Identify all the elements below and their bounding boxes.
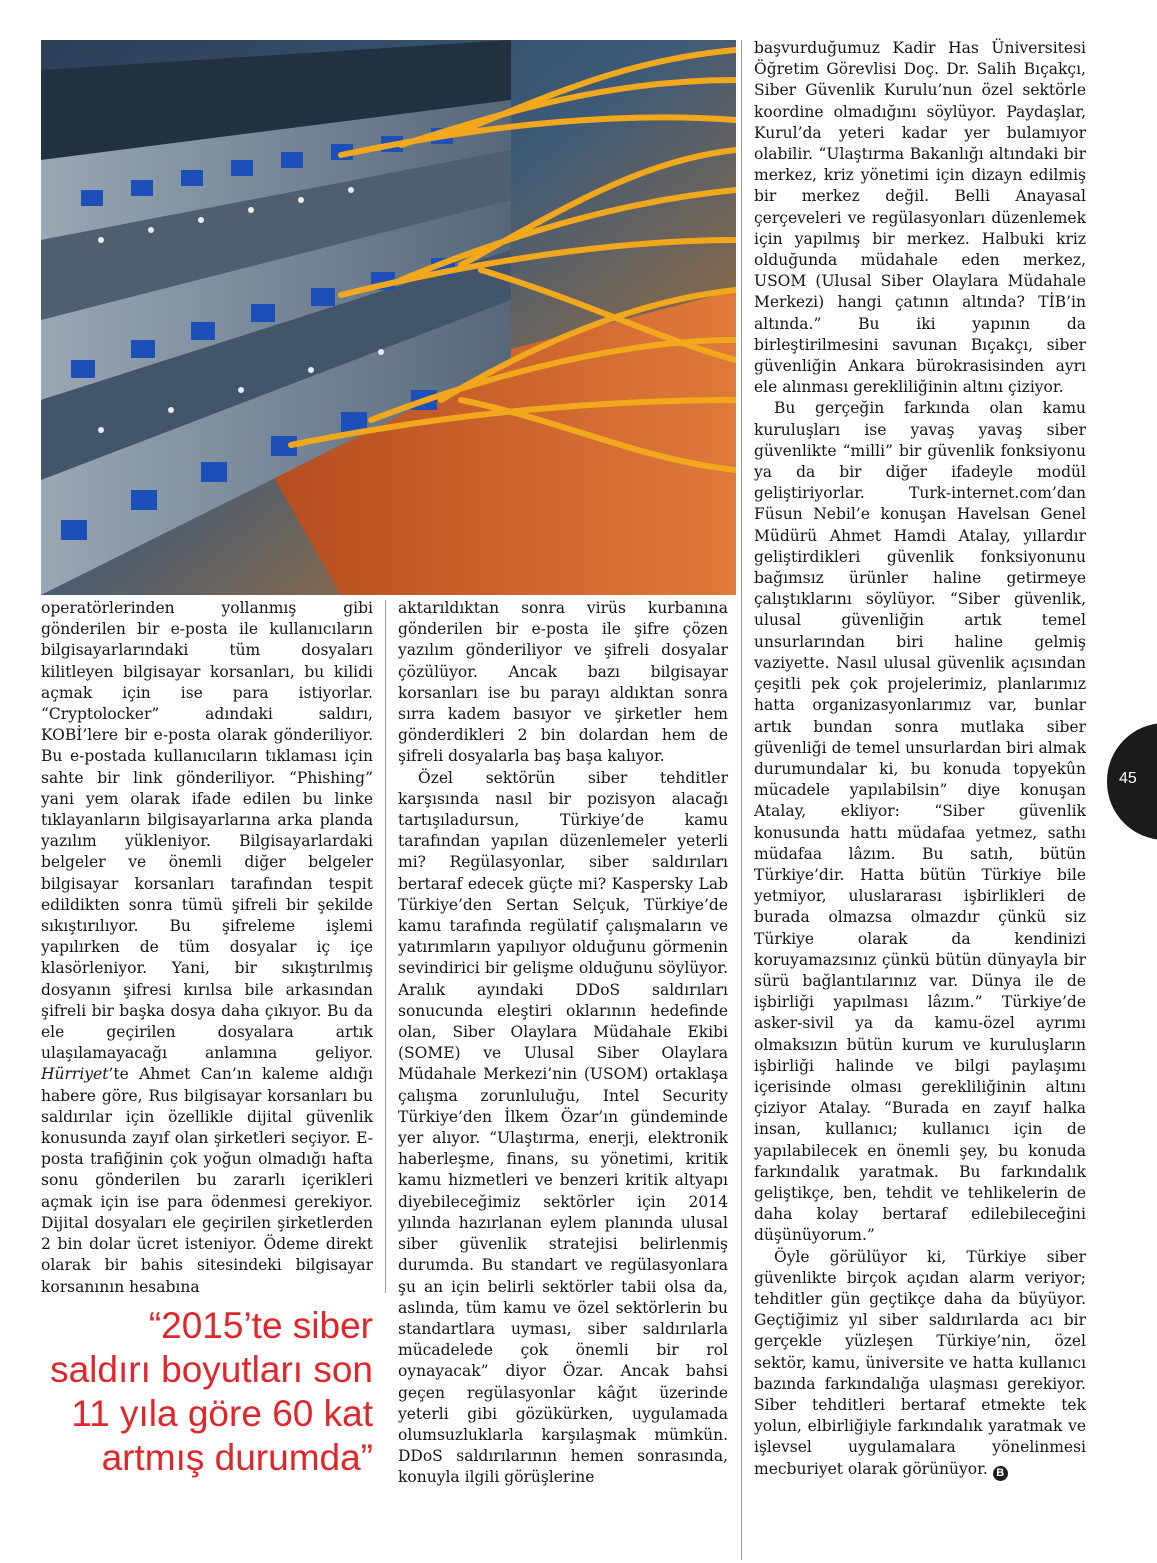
article-column-2 bbox=[398, 598, 728, 1489]
column2-paragraph-2: Özel sektörün siber tehditler karşısında nasıl bir pozisyon alacağı tartışıladursun, Türkiye’de kamu tarafından yapılan düzenlemeler yeterli mi? Regülasyonlar, siber saldırıları bertaraf edecek güçte mi? Kaspersky Lab Türkiye’den Sertan Selçuk, Türkiye’de kamu tarafında regülatif çalışmaların ve yatırımların yapılıyor olduğunu görmenin sevindirici bir gelişme olduğunu söylüyor. Aralık ayındaki DDoS saldırıları sonucunda eleştiri oklarının hedefinde olan, Siber Olaylara Müdahale Ekibi (SOME) ve Ulusal Siber Olaylara Müdahale Merkezi’nin (USOM) ortaklaşa çalışma zorunluluğu, Intel Security Türkiye’den İlkem Özar’ın gündeminde yer alıyor. “Ulaştırma, enerji, elektronik haberleşme, finans, su yönetimi, kritik kamu hizmetleri ve benzeri kritik altyapı diyebileceğimiz sektörler için 2014 yılında hazırlanan eylem planında ulusal siber güvenlik stratejisi belirlenmiş durumda. Bu standart ve regülasyonlara şu an için belirli sektörler tabii olsa da, aslında, tüm kamu ve özel sektörlerin bu standartlara uyması, siber saldırılarla mücadelede çok önemli bir rol oynayacak” diyor Özar. Ancak bahsi geçen regülasyonlar kâğıt üzerinde yeterli gibi gözükürken, uygulamada olumsuzluklarla karşılaşmak mümkün. DDoS saldırılarının hemen sonrasında, konuyla ilgili görüşlerine bbox=[398, 768, 728, 1487]
end-mark-icon: B bbox=[993, 1466, 1008, 1481]
network-switch-cables-icon bbox=[41, 40, 736, 595]
pull-quote: “2015’te siber saldırı boyutları son 11 yıla göre 60 kat artmış durumda” bbox=[50, 1305, 373, 1478]
column1-paragraph-1: operatörlerinden yollanmış gibi gönderilen bir e-posta ile kullanıcıların bilgisayarlarındaki tüm dosyaları kilitleyen bilgisayar korsanları, bu kilidi açmak için ise para istiyorlar. “Cryptolocker” adındaki saldırı, KOBİ’lere bir e-posta olarak gönderiliyor. Bu e-postada kullanıcıların tıklaması için sahte bir link gönderiliyor. “Phishing” yani yem olarak ifade edilen bu linke tıklayanların bilgisayarlarına arka planda yazılım yükleniyor. Bilgisayarlardaki belgeler ve önemli diğer belgeler bilgisayar korsanları tarafından tespit edildikten sonra tümü şifreli bir şekilde sıkıştırılıyor. Bu şifreleme işlemi yapılırken de tüm dosyalar iç içe klasörleniyor. Yani, bir sıkıştırılmış dosyanın şifresi kırılsa bile arkasından şifreli bir başka dosya daha çıkıyor. Bu da ele geçirilen dosyalara artık ulaşılamayacağı anlamına geliyor. Hürriyet’te Ahmet Can’ın kaleme aldığı habere göre, Rus bilgisayar korsanları bu saldırılar için özellikle dijital güvenlik konusunda zayıf olan şirketleri seçiyor. E-posta trafiğinin çok yoğun olmadığı hafta sonu gönderilen bu zararlı içerikleri açmak için ise para ödenmesi gerekiyor. Dijital dosyaları ele geçirilen şirketlerden 2 bin dolar ücret isteniyor. Ödeme direkt olarak bir bahis sitesindeki bilgisayar korsanının hesabına bbox=[41, 599, 373, 1296]
network-switch-photo bbox=[41, 40, 736, 595]
page-number: 45 bbox=[1119, 770, 1137, 787]
column-divider-2 bbox=[741, 40, 742, 1560]
column3-paragraph-3: Öyle görülüyor ki, Türkiye siber güvenlikte birçok açıdan alarm veriyor; tehditler gün geçtikçe daha da büyüyor. Geçtiğimiz yıl siber saldırılarda acı bir gerçekle yüzleşen Türkiye’nin, özel sektör, kamu, üniversite ve hatta kullanıcı bazında farkındalığa ulaşması gerekiyor. Siber tehditleri bertaraf etmekte tek yolun, elbirliğiyle farkındalık yaratmak ve işlevsel uygulamalara yönelinmesi mecburiyet olarak görünüyor. B bbox=[754, 1247, 1086, 1479]
column-divider-1 bbox=[385, 600, 386, 1293]
column3-paragraph-2: Bu gerçeğin farkında olan kamu kuruluşları ise yavaş yavaş siber güvenlikte “milli” bir güvenlik fonksiyonu ya da bir diğer ifadeyle modül geliştiriyorlar. Turk-internet.com’dan Füsun Nebil’e konuşan Havelsan Genel Müdürü Ahmet Hamdi Atalay, yıllardır geliştirdikleri güvenlik fonksiyonunu bağımsız ürünler haline getirmeye çalıştıklarını söylüyor. “Siber güvenlik, ulusal güvenliğin artık temel unsurlarından biri haline gelmiş vaziyette. Nasıl ulusal güvenlik açısından çeşitli pek çok projelerimiz, planlarımız hatta organizasyonlarımız var, bunlar artık bundan sonra mutlaka siber güvenliği de temel unsurlardan biri almak durumundalar ki, bu konuda topyekûn mücadele yapılabilsin” diye konuşan Atalay, ekliyor: “Siber güvenlik konusunda hattı müdafaa yetmez, sathı müdafaa lâzım. Bu satıh, bütün Türkiye’dir. Hatta bütün Türkiye bile yetmiyor, uluslararası işbirlikleri de burada olmazsa olmazdır çünkü siz Türkiye olarak da kendinizi koruyamazsınız çünkü bütün dünyayla bir sürü bağlantılarınız var. Dünya ile de işbirliği yapılması lâzım.” Türkiye’de asker-sivil ya da kamu-özel ayrımı olmaksızın bütün kurum ve kuruluşların işbirliği halinde ve bilgi paylaşımı içerisinde olması gerekliliğinin altını çiziyor Atalay. “Burada en zayıf halka insan, kullanıcı; kullanıcı için de yapılabilecek en önemli şey, bu konuda farkındalık yaratmak. Bu farkındalık geliştikçe, ben, tehdit ve tehlikelerin de daha kolay bertaraf edilebileceğini düşünüyorum.” bbox=[754, 399, 1086, 1245]
newspaper-name: Hürriyet bbox=[41, 1065, 109, 1084]
column3-paragraph-1: başvurduğumuz Kadir Has Üniversitesi Öğretim Görevlisi Doç. Dr. Salih Bıçakçı, Siber Güvenlik Kurulu’nun özel sektörle koordine olmadığını söylüyor. Paydaşlar, Kurul’da yeteri kadar yer bulamıyor olabilir. “Ulaştırma Bakanlığı altındaki bir merkez, kriz yönetimi için dizayn edilmiş bir merkez değil. Belli Anayasal çerçeveleri ve regülasyonları düzenlemek için yapılmış bir merkez. Halbuki kriz olduğunda müdahale eden merkez, USOM (Ulusal Siber Olaylara Müdahale Merkezi) hangi çatının altında? TİB’in altında.” Bu iki yapının da birleştirilmesini savunan Bıçakçı, siber güvenliğin Ankara bürokrasisinden ayrı ele alınması gerekliliğinin altını çiziyor. bbox=[754, 39, 1086, 397]
article-column-3 bbox=[754, 38, 1086, 1481]
article-column-1 bbox=[41, 598, 373, 1298]
column2-paragraph-1: aktarıldıktan sonra virüs kurbanına gönderilen bir e-posta ile şifre çözen yazılım gönderiliyor ve şifreli dosyalar çözülüyor. Ancak bazı bilgisayar korsanları ise bu parayı aldıktan sonra sırra kadem basıyor ve şirketler hem gönderdikleri 2 bin dolardan hem de şifreli dosyalarla baş başa kalıyor. bbox=[398, 599, 728, 766]
